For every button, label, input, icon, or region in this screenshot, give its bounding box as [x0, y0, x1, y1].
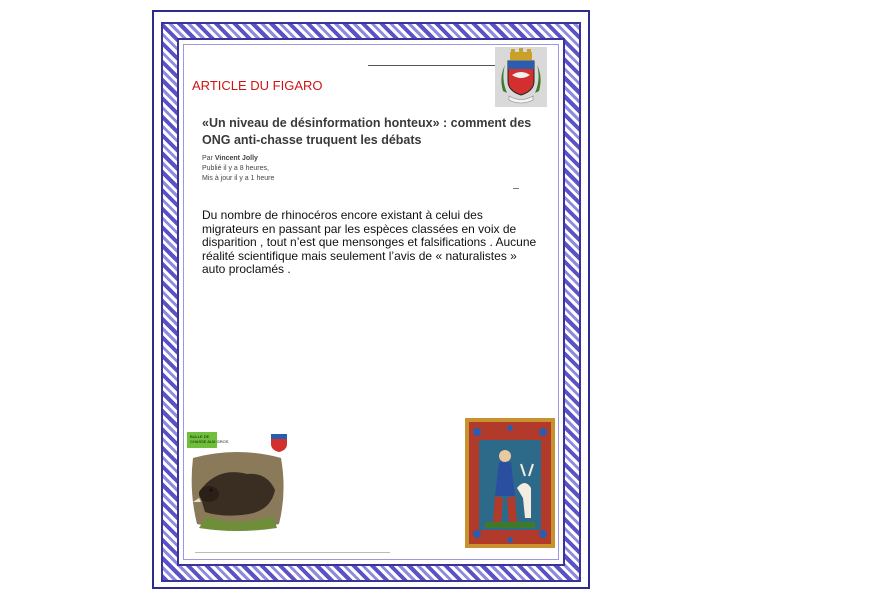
updated-time: Mis à jour il y a 1 heure [202, 175, 275, 182]
article-headline: «Un niveau de désinformation honteux» : comment des ONG anti-chasse truquent les débats [202, 116, 532, 147]
meta-divider [513, 188, 519, 189]
coat-of-arms-icon [495, 47, 547, 107]
svg-text:BULLE DE: BULLE DE [190, 434, 210, 439]
saint-manuscript-image [465, 418, 555, 548]
article-body: Du nombre de rhinocéros encore existant à celui des migrateurs en passant par les espèces classées en voix de disparition , tout n’est que mensonges et falsifications . Aucune réalité scientifique mais seulement l’avis de « naturalistes » auto proclamés . [202, 208, 537, 277]
byline-prefix: Par [202, 155, 213, 162]
author-name: Vincent Jolly [214, 155, 258, 162]
article-meta [202, 154, 274, 184]
published-time: Publié il y a 8 heures, [202, 165, 269, 172]
wild-boar-image [187, 432, 290, 534]
footer-rule [195, 552, 390, 553]
svg-text:CHASSE AUX GROS: CHASSE AUX GROS [190, 439, 229, 444]
source-label: ARTICLE DU FIGARO [192, 78, 323, 93]
header-rule [368, 65, 496, 66]
byline [202, 154, 274, 164]
